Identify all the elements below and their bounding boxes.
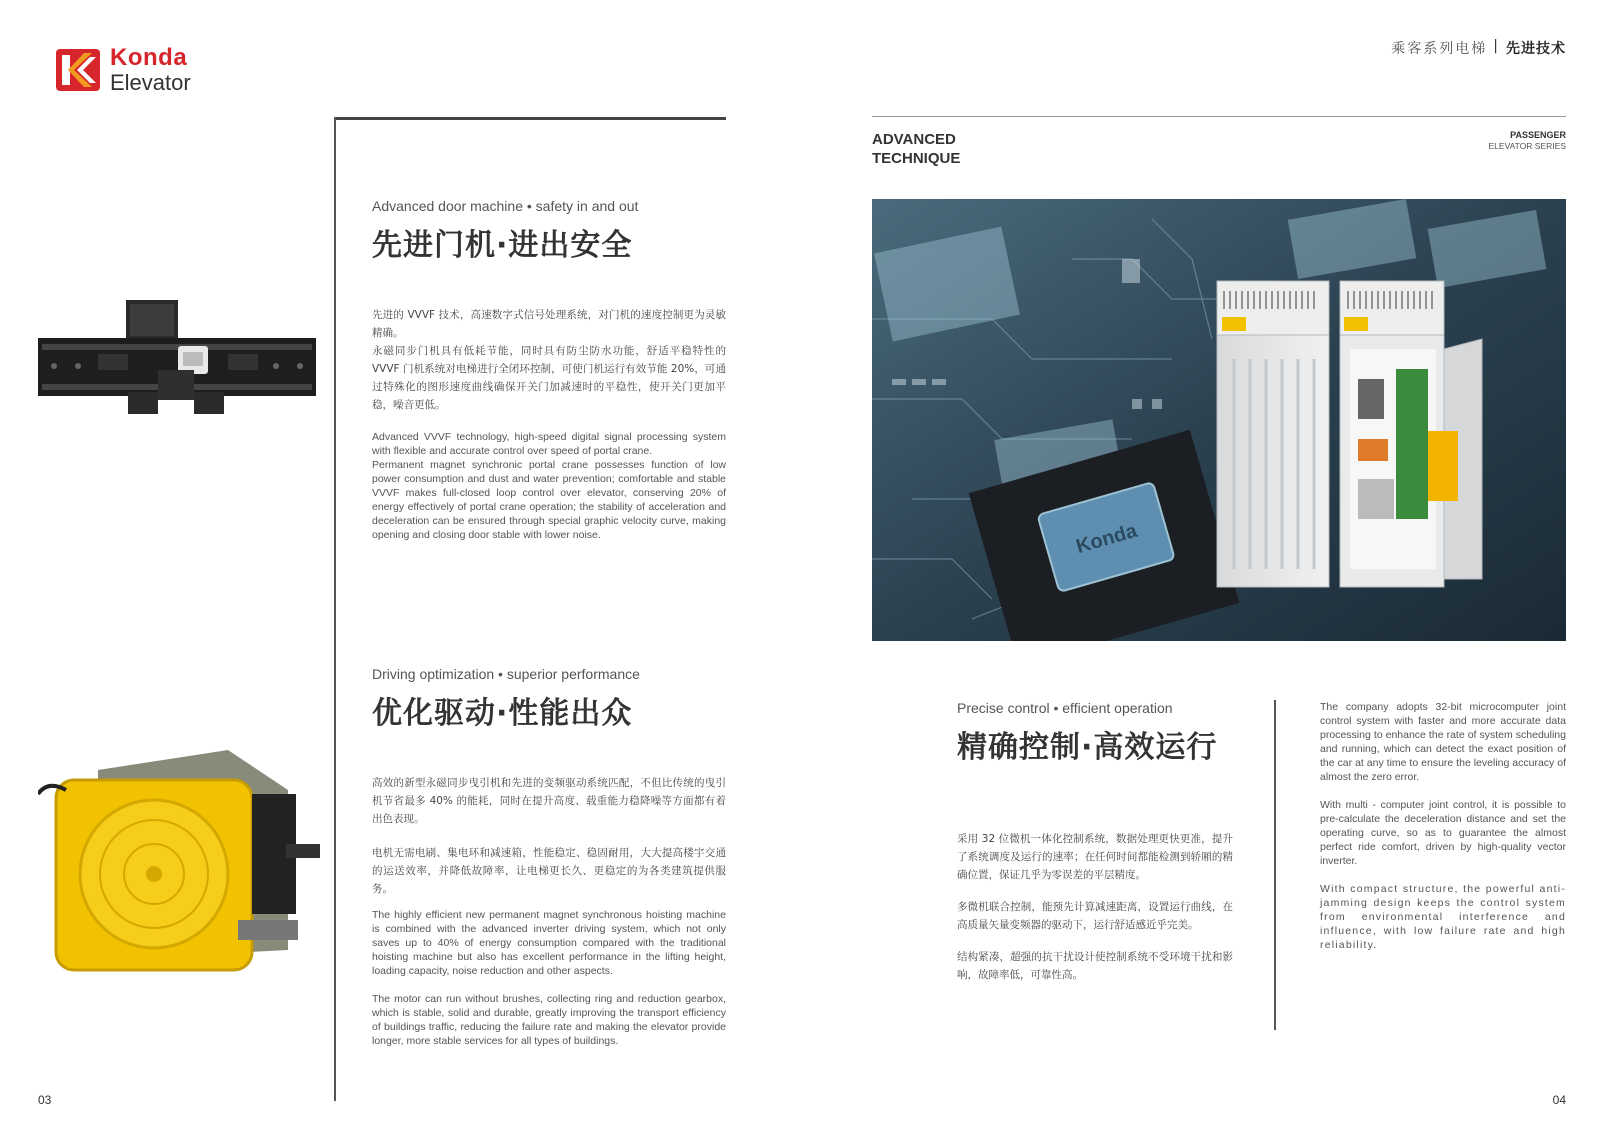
left-vertical-rule xyxy=(334,117,336,1101)
drive-section xyxy=(372,666,726,1048)
right-title-line1: ADVANCED xyxy=(872,131,956,148)
drive-title-en: Driving optimization • superior performance xyxy=(372,666,640,682)
control-text-cn-1: 采用 32 位微机一体化控制系统，数据处理更快更准，提升了系统调度及运行的速率；在任何时间都能检测到轿厢的精确位置，保证几乎为零误差的平层精度。 xyxy=(957,833,1233,881)
right-top-rule xyxy=(872,116,1566,117)
chip-brand-label: Konda xyxy=(1073,519,1140,559)
control-system-hero-image xyxy=(872,199,1566,641)
door-text-cn-1: 先进的 VVVF 技术，高速数字式信号处理系统，对门机的速度控制更为灵敏精确。 xyxy=(372,309,726,339)
door-text-en-1: Advanced VVVF technology, high-speed digital signal processing system with flexible and accurate control over speed of portal crane. xyxy=(372,431,726,457)
header-series: 乘客系列电梯 xyxy=(1391,41,1488,57)
control-vertical-rule xyxy=(1274,700,1276,1030)
header-separator: | xyxy=(1493,38,1500,54)
control-text-en-1: The company adopts 32-bit microcomputer joint control system with faster and more accurate data processing to enhance the rate of system scheduling and running, which can detect the exact position of the car at any time to ensure the leveling accuracy of almost the zero error. xyxy=(1320,701,1566,783)
drive-text-en-1: The highly efficient new permanent magnet synchronous hoisting machine is combined with the advanced inverter driving system, which not only saves up to 40% of energy consumption compared with the traditional hoisting machine but also has excellent performance in the lifting height, loading capacity, noise reduction and other aspects. xyxy=(372,909,726,977)
door-machine-image xyxy=(38,300,316,420)
door-title-cn: 先进门机·进出安全 xyxy=(372,228,633,263)
traction-machine-image xyxy=(38,750,320,980)
drive-text-cn-2: 电机无需电刷、集电环和减速箱，性能稳定、稳固耐用，大大提高楼宇交通的运送效率，并降低故障率，让电梯更长久、更稳定的为各类建筑提供服务。 xyxy=(372,847,726,895)
door-text-en-2: Permanent magnet synchronic portal crane possesses function of low power consumption and dust and water prevention; comfortable and stable VVVF makes full-closed loop control over elevator, conserving 20% of energy effectively of portal crane operation; the stability of acceleration and deceleration can be ensured through special graphic velocity curve, making opening and closing door stable with lower noise. xyxy=(372,459,726,541)
control-text-en-2: With multi - computer joint control, it is possible to pre-calculate the deceleration distance and set the operating curve, so as to guarantee the almost perfect ride comfort, driven by high-quality vector inverter. xyxy=(1320,799,1566,867)
logo-brand-name: Konda xyxy=(110,44,188,71)
drive-title-cn: 优化驱动·性能出众 xyxy=(372,696,633,731)
control-title-cn: 精确控制·高效运行 xyxy=(957,730,1218,765)
control-title-en: Precise control • efficient operation xyxy=(957,700,1173,716)
right-title-line2: TECHNIQUE xyxy=(872,150,961,167)
konda-logo-icon xyxy=(56,47,102,93)
logo-brand-suffix: Elevator xyxy=(110,70,191,95)
left-top-rule xyxy=(334,117,726,120)
header-section: 先进技术 xyxy=(1506,41,1566,57)
page-number-right: 04 xyxy=(1552,1093,1566,1107)
right-page-title xyxy=(872,130,960,168)
series-label xyxy=(1489,130,1566,152)
series-line1: PASSENGER xyxy=(1510,130,1566,140)
drive-text-cn-1: 高效的新型永磁同步曳引机和先进的变频驱动系统匹配，不但比传统的曳引机节省最多 40% 的能耗，同时在提升高度、载重能力稳降噪等方面都有着出色表现。 xyxy=(372,777,726,825)
brand-logo xyxy=(56,46,191,94)
door-text-cn-2: 永磁同步门机具有低耗节能，同时具有防尘防水功能，舒适平稳特性的 VVVF 门机系统对电梯进行全闭环控制，可使门机运行有效节能 20%，可通过特殊化的图形速度曲线确保开关门加减速时的平稳性，使开关门更加平稳，噪音更低。 xyxy=(372,345,726,411)
door-section xyxy=(372,198,726,542)
drive-text-en-2: The motor can run without brushes, collecting ring and reduction gearbox, which is stable, solid and durable, greatly improving the transport efficiency of buildings traffic, reducing the failure rate and making the elevator provide longer, more stable services for all types of buildings. xyxy=(372,993,726,1047)
page-number-left: 03 xyxy=(38,1093,52,1107)
series-line2: ELEVATOR SERIES xyxy=(1488,141,1566,151)
page-header xyxy=(1391,38,1566,58)
control-text-cn-2: 多微机联合控制，能预先计算减速距离，设置运行曲线，在高质量矢量变频器的驱动下，运行舒适感近乎完美。 xyxy=(957,901,1233,931)
control-section xyxy=(957,700,1233,984)
control-section-en xyxy=(1320,700,1566,952)
control-text-cn-3: 结构紧凑，超强的抗干扰设计使控制系统不受环境干扰和影响，故障率低，可靠性高。 xyxy=(957,951,1233,981)
door-title-en: Advanced door machine • safety in and out xyxy=(372,198,639,214)
control-text-en-3: With compact structure, the powerful anti-jamming design keeps the control system from environmental interference and influence, with low failure rate and high reliability. xyxy=(1320,883,1566,951)
